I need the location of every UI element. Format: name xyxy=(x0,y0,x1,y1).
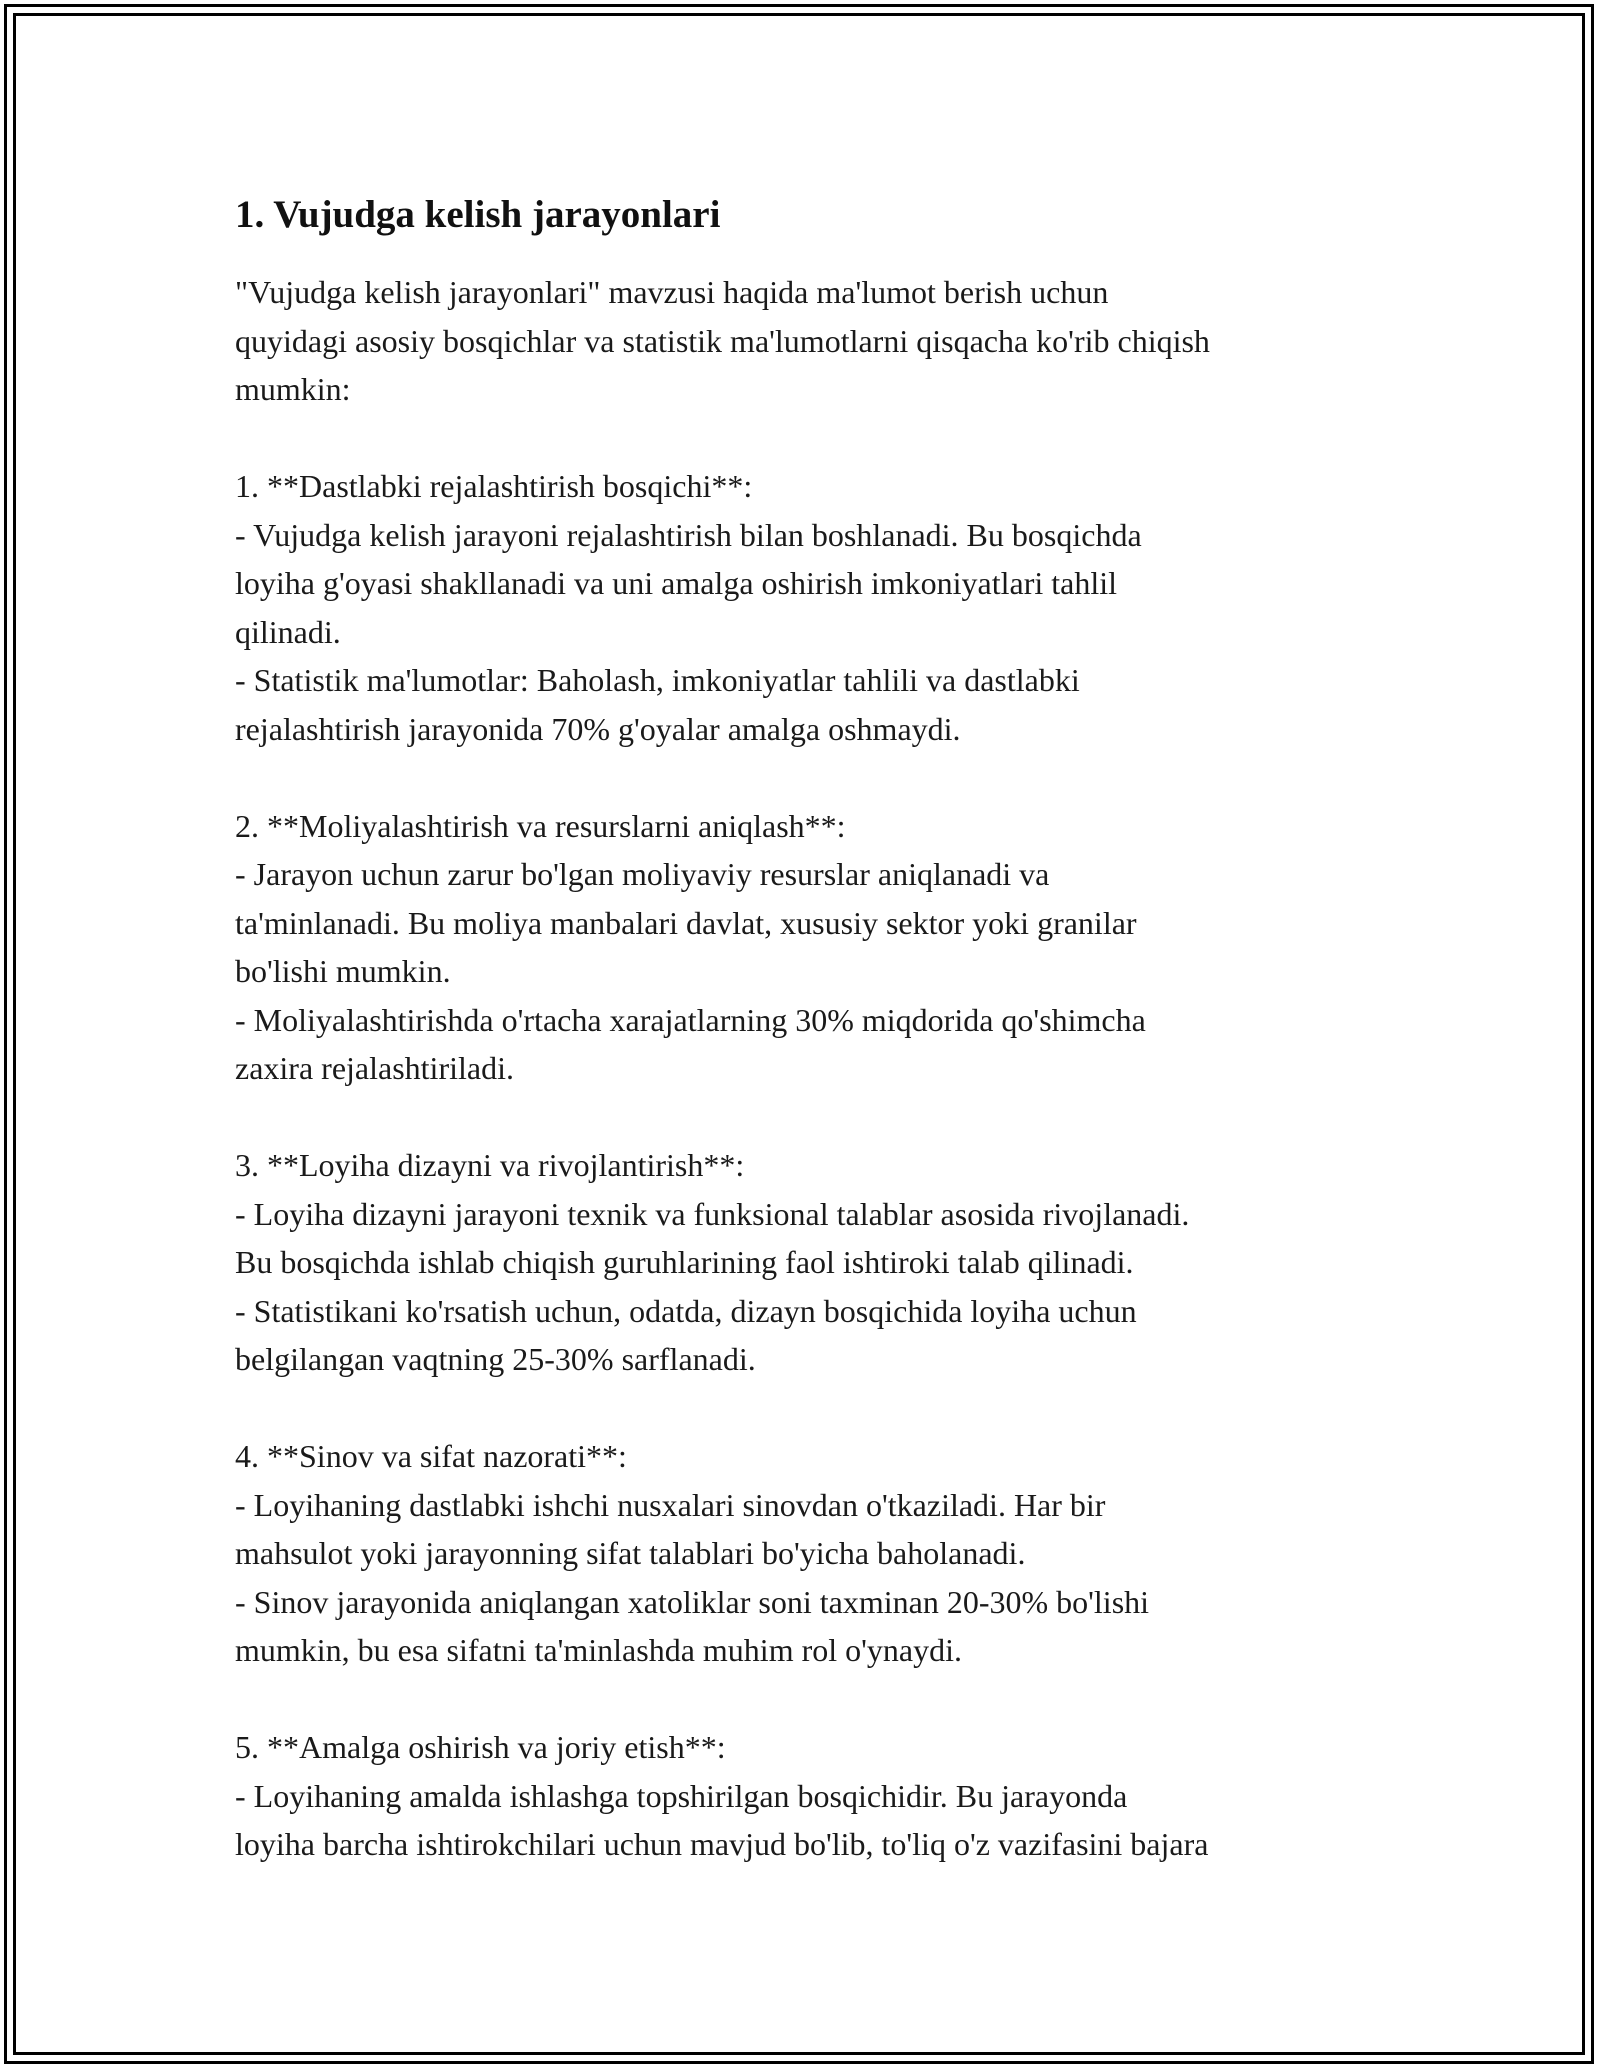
section-line: - Statistik ma'lumotlar: Baholash, imkoniyatlar tahlili va dastlabki xyxy=(235,662,1080,698)
section-4 xyxy=(235,1432,1375,1675)
section-1 xyxy=(235,462,1375,753)
paragraph-gap xyxy=(235,753,1375,802)
section-line: - Loyiha dizayni jarayoni texnik va funksional talablar asosida rivojlanadi. xyxy=(235,1195,1190,1232)
section-heading: 2. **Moliyalashtirish va resurslarni aniqlash**: xyxy=(235,807,846,844)
section-line: bo'lishi mumkin. xyxy=(235,953,451,989)
section-line: rejalashtirish jarayonida 70% g'oyalar amalga oshmaydi. xyxy=(235,710,961,747)
section-line: qilinadi. xyxy=(235,613,341,650)
section-5 xyxy=(235,1723,1375,1869)
section-heading: 3. **Loyiha dizayni va rivojlantirish**: xyxy=(235,1147,745,1183)
intro-paragraph xyxy=(235,268,1375,414)
paragraph-gap xyxy=(235,414,1375,463)
section-line: - Statistikani ko'rsatish uchun, odatda, dizayn bosqichida loyiha uchun xyxy=(235,1292,1137,1329)
section-line: - Sinov jarayonida aniqlangan xatoliklar soni taxminan 20-30% bo'lishi xyxy=(235,1583,1150,1620)
section-3 xyxy=(235,1141,1375,1384)
paragraph-gap xyxy=(235,1675,1375,1724)
section-2 xyxy=(235,802,1375,1093)
intro-line: quyidagi asosiy bosqichlar va statistik ma'lumotlarni qisqacha ko'rib chiqish xyxy=(235,322,1210,359)
section-line: - Jarayon uchun zarur bo'lgan moliyaviy resurslar aniqlanadi va xyxy=(235,856,1050,892)
section-line: loyiha barcha ishtirokchilari uchun mavjud bo'lib, to'liq o'z vazifasini bajara xyxy=(235,1826,1209,1862)
section-line: belgilangan vaqtning 25-30% sarflanadi. xyxy=(235,1341,756,1377)
section-line: loyiha g'oyasi shakllanadi va uni amalga oshirish imkoniyatlari tahlil xyxy=(235,565,1118,601)
section-heading: 5. **Amalga oshirish va joriy etish**: xyxy=(235,1729,726,1765)
section-line: zaxira rejalashtiriladi. xyxy=(235,1050,514,1086)
intro-line: mumkin: xyxy=(235,371,351,407)
paragraph-gap xyxy=(235,1384,1375,1433)
section-line: ta'minlanadi. Bu moliya manbalari davlat, xususiy sektor yoki granilar xyxy=(235,904,1137,941)
section-line: - Loyihaning dastlabki ishchi nusxalari sinovdan o'tkaziladi. Har bir xyxy=(235,1486,1106,1523)
section-heading: 1. **Dastlabki rejalashtirish bosqichi**: xyxy=(235,468,753,504)
section-line: mahsulot yoki jarayonning sifat talablari bo'yicha baholanadi. xyxy=(235,1535,1026,1571)
section-heading: 4. **Sinov va sifat nazorati**: xyxy=(235,1438,627,1474)
section-line: mumkin, bu esa sifatni ta'minlashda muhim rol o'ynaydi. xyxy=(235,1632,962,1668)
section-line: - Vujudga kelish jarayoni rejalashtirish bilan boshlanadi. Bu bosqichda xyxy=(235,516,1142,553)
intro-line: "Vujudga kelish jarayonlari" mavzusi haqida ma'lumot berish uchun xyxy=(235,274,1109,310)
document-title: 1. Vujudga kelish jarayonlari xyxy=(235,193,721,236)
paragraph-gap xyxy=(235,1093,1375,1142)
document-body xyxy=(235,190,1375,1869)
section-line: - Loyihaning amalda ishlashga topshirilgan bosqichidir. Bu jarayonda xyxy=(235,1777,1128,1814)
section-line: Bu bosqichda ishlab chiqish guruhlarining faol ishtiroki talab qilinadi. xyxy=(235,1244,1134,1280)
section-line: - Moliyalashtirishda o'rtacha xarajatlarning 30% miqdorida qo'shimcha xyxy=(235,1001,1146,1038)
